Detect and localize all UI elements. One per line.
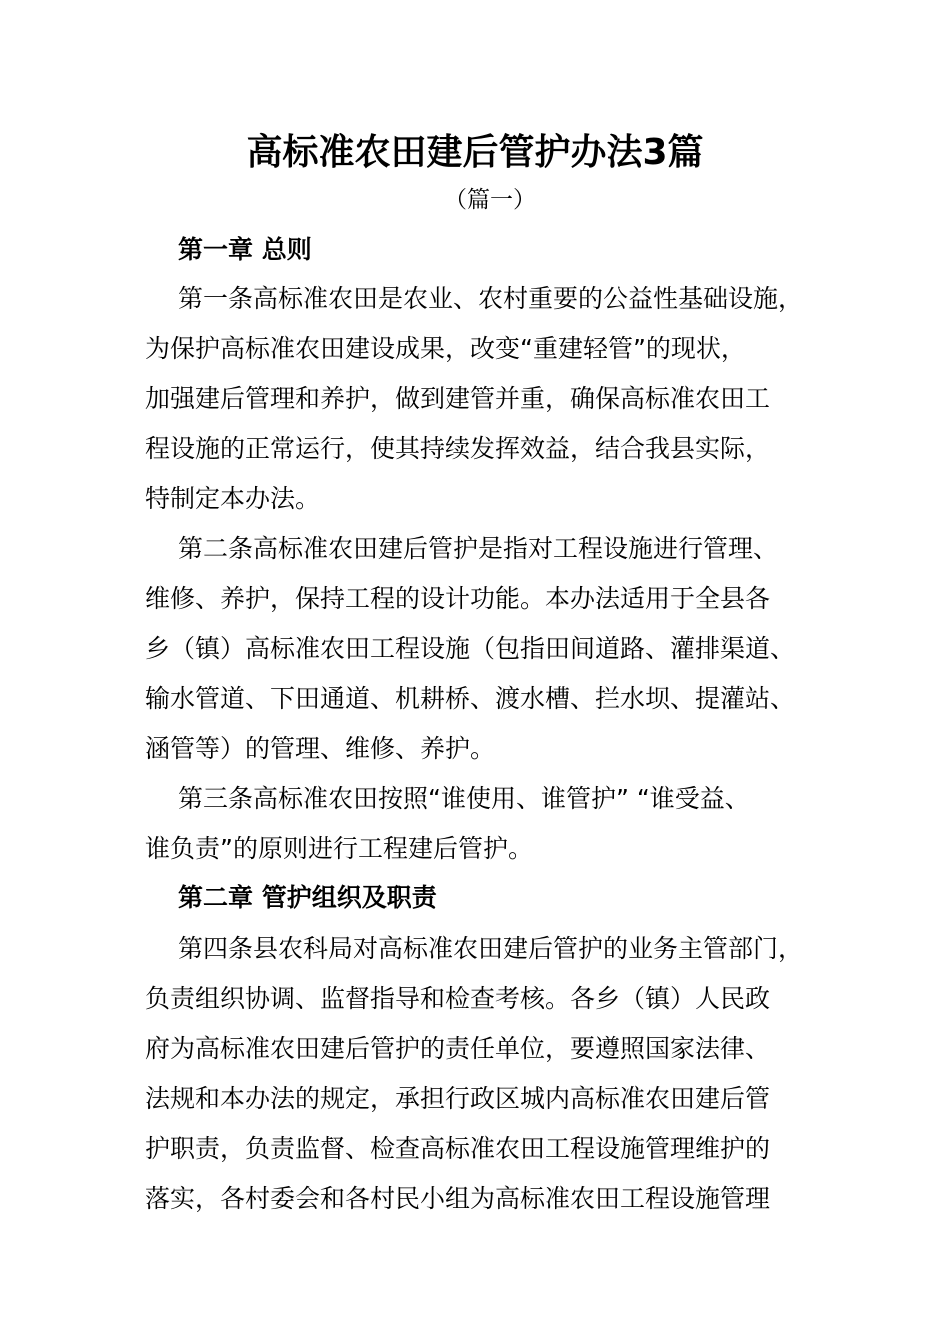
paragraph-line: 特制定本办法。 bbox=[145, 484, 321, 513]
chapter-heading: 第二章 管护组织及职责 bbox=[178, 883, 437, 912]
paragraph-line: 程设施的正常运行，使其持续发挥效益，结合我县实际， bbox=[145, 434, 771, 463]
paragraph-line: 第二条高标准农田建后管护是指对工程设施进行管理、 bbox=[178, 534, 779, 563]
paragraph-line: 法规和本办法的规定，承担行政区城内高标准农田建后管 bbox=[145, 1084, 771, 1113]
paragraph-line: 为保护高标准农田建设成果，改变“重建轻管”的现状， bbox=[145, 334, 746, 363]
paragraph-line: 输水管道、下田通道、机耕桥、渡水槽、拦水坝、提灌站、 bbox=[145, 684, 796, 713]
document-subtitle: （篇一） bbox=[444, 187, 536, 213]
paragraph-line: 府为高标准农田建后管护的责任单位，要遵照国家法律、 bbox=[145, 1034, 771, 1063]
paragraph-line: 加强建后管理和养护，做到建管并重，确保高标准农田工 bbox=[145, 384, 771, 413]
document-title: 高标准农田建后管护办法3篇 bbox=[246, 132, 704, 173]
paragraph-line: 维修、养护，保持工程的设计功能。本办法适用于全县各 bbox=[145, 584, 771, 613]
paragraph-line: 第三条高标准农田按照“谁使用、谁管护” “谁受益、 bbox=[178, 784, 750, 813]
chapter-heading: 第一章 总则 bbox=[178, 235, 312, 264]
paragraph-line: 第一条高标准农田是农业、农村重要的公益性基础设施， bbox=[178, 284, 804, 313]
paragraph-line: 护职责，负责监督、检查高标准农田工程设施管理维护的 bbox=[145, 1134, 771, 1163]
paragraph-line: 负责组织协调、监督指导和检查考核。各乡（镇）人民政 bbox=[145, 984, 771, 1013]
paragraph-line: 谁负责”的原则进行工程建后管护。 bbox=[145, 834, 533, 863]
paragraph-line: 涵管等）的管理、维修、养护。 bbox=[145, 734, 496, 763]
paragraph-line: 落实，各村委会和各村民小组为高标准农田工程设施管理 bbox=[145, 1184, 771, 1213]
paragraph-line: 乡（镇）高标准农田工程设施（包指田间道路、灌排渠道、 bbox=[145, 634, 796, 663]
paragraph-line: 第四条县农科局对高标准农田建后管护的业务主管部门， bbox=[178, 934, 804, 963]
